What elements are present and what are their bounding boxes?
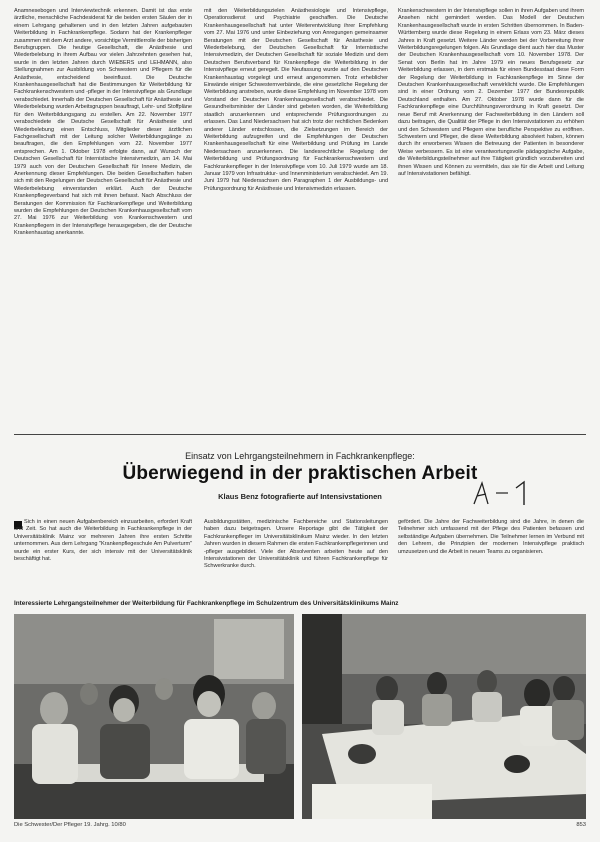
page-number: 853 xyxy=(576,822,586,828)
article-text: Anamnesebogen und Interviewtechnik erkennen. Damit ist das erste ärztliche, menschliche Fachdesiderat für die beiden ersten Säulen der in einem Lehrgang gehaltenen und in den letzten Jahren aufgebauten Weiterbildung in Fachkrankenpflege. Sodann hat der Krankenpfleger zusammen mit dem Arzt andere, vorsichtige Vermittlerrolle der bisherigen Berufsgruppen. Die heutige Gesellschaft, die Anästhesie und Wiederbelebung in ihrem Aufbau vor vielen Jahrzehnten gesehen hat, wurde in den letzten Jahren durch WIEBERS und LEHMANN, also Stellungnahmen zur Ausbildung von Schwestern und Pflegern für die Anästhesie, entscheidend beeinflusst. Die Deutsche Krankenhausgesellschaft hat die Bestimmungen für Weiterbildung für Fachkrankenschwestern und -pfleger in der Intensivpflege als Grundlage verabschiedet. Innerhalb der Deutschen Gesellschaft für Anästhesie und Wiederbelebung wurden Arbeitsgruppen beauftragt, Lehr- und Stoffpläne für den Weiterbildungsgang zu erstellen. Am 22. November 1977 verabschiedete die Deutsche Gesellschaft für Anästhesie und Wiederbelebung einen Entschluss, Mitglieder dieser ärztlichen Fachgesellschaft mit der Leitung solcher Weiterbildungsgänge zu beauftragen, die den Empfehlungen vom 22. November 1977 entsprechen. Am 1. Oktober 1978 erfolgte dann, auf Wunsch der Deutschen Gesellschaft für Internistische Intensivmedizin, am 14. Mai 1979 auch von der Deutschen Gesellschaft für Innere Medizin, die Anerkennung dieser Empfehlungen. Die beiden Gesellschaften haben sich mit den Regelungen der Deutschen Gesellschaft für Anästhesie und Wiederbelebung einverstanden erklärt. Auch der Deutsche Krankenpflegeverband hat sich mit ihnen befasst. Nach Abschluss der Beratungen der Kommission für Fachkrankenpflege und Weiterbildung wurden die Empfehlungen der Deutschen Krankenhausgesellschaft vom 27. Mai 1976 zur Weiterbildung von Krankenschwestern und Krankenpflegern in der Intensivpflege herausgegeben, die der Deutsche Krankenhaustag anerkannte. xyxy=(14,8,192,237)
article-column-2 xyxy=(204,8,388,426)
article-column-3 xyxy=(398,8,584,426)
article-column-bottom-1 xyxy=(14,519,192,581)
article-column-bottom-3 xyxy=(398,519,584,581)
classroom-photo-right xyxy=(302,614,586,819)
article-text: gefördert. Die Jahre der Fachweiterbildung sind die Jahre, in denen die Teilnehmer sich umfassend mit der Pflege des Patienten befassen und selbständige Aufgaben übernehmen. Die Teilnehmer lernen im Verbund mit den Lehrern, die Prinzipien der modernen Intensivpflege praktisch umzusetzen und die Arbeit in neuen Teams zu organisieren. xyxy=(398,519,584,555)
article-text: Sich in einen neuen Aufgabenbereich einzuarbeiten, erfordert Kraft und Zeit. So hat auch die Weiterbildung in Fachkrankenpflege in der Universitätsklinik Mainz vor mehreren Jahren ihre ersten Schritte unternommen. Aus dem Lehrgang "Krankenpflegeschule Am Pulverturm" wurde ein erster Kurs, der sich intensiv mit der Universitätsklinik beschäftigt hat. xyxy=(14,519,192,563)
handwritten-annotation xyxy=(468,478,538,508)
article-column-1 xyxy=(14,8,192,426)
footer-publication: Die Schwester/Der Pfleger 19. Jahrg. 10/80 xyxy=(14,822,126,828)
classroom-photo-left xyxy=(14,614,294,819)
photo-caption: Interessierte Lehrgangsteilnehmer der Weiterbildung für Fachkrankenpflege im Schulzentrum des Universitätsklinikums Mainz xyxy=(14,600,399,607)
page-title: Überwiegend in der praktischen Arbeit xyxy=(122,463,478,484)
article-text: Ausbildungsstätten, medizinische Fachbereiche und Stationsleitungen haben dazu beigetragen. Unsere Reportage gibt die Tätigkeit der Fachkrankenpfleger im Universitätsklinikum Mainz wieder. In den letzten Jahren wurden in diesem Rahmen die ersten Fachkrankenpflegerinnen und -pfleger ausgebildet. Viele der Absolventen arbeiten heute auf den Intensivstationen der Universitätsklinik und führen Fachkrankenpflege für Schwerkranke durch. xyxy=(204,519,388,570)
article-text: mit den Weiterbildungszielen Anästhesiologie und Intensivpflege, Operationsdienst und Psychiatrie geschaffen. Die Deutsche Krankenhausgesellschaft hat unter Weiterentwicklung ihrer Empfehlung vom 27. Mai 1976 und unter Einbeziehung von Anregungen gemeinsamer Beratungen mit der Deutschen Gesellschaft für Anästhesie und Wiederbelebung, der Deutschen Gesellschaft für Internistische Intensivmedizin, der Deutschen Gesellschaft für soziale Medizin und dem Deutschen Berufsverband für Krankenpflege die Weiterbildung in der Intensivpflege erneut geregelt. Die Neufassung wurde auf den Deutschen Krankenhaustag vorgelegt und erneut angenommen. Trotz erheblicher Einwände einiger Schwesternverbände, die eine gesetzliche Regelung der Weiterbildung anstreben, wurde diese Empfehlung im November 1978 vom Vorstand der Deutschen Krankenhausgesellschaft verabschiedet. Die Gesundheitsminister der Länder sind gebeten worden, die Weiterbildung staatlich anzuerkennen und entsprechende Prüfungsordnungen zu erlassen. Das Land Niedersachsen hat sich trotz der rechtlichen Bedenken anderer Länder entschlossen, die Zielsetzungen im Bereich der Weiterbildung aufzugreifen und die Empfehlungen der Deutschen Krankenhausgesellschaft für eine Weiterbildung und Prüfung im Lande Niedersachsen anzuerkennen. Die landesrechtliche Regelung der Weiterbildung und Prüfungsordnung für Fachkrankenschwestern und Fachkrankenpfleger in der Intensivpflege vom 10. Juli 1979 wurde am 18. Januar 1979 von Infrastruktur- und Innenministerium verabschiedet. Am 19. Juni 1979 hat Niedersachsen den Paragraphen 1 der Ausbildungs- und Prüfungsordnung für Anästhesie und Intensivmedizin erlassen. xyxy=(204,8,388,192)
article-column-bottom-2 xyxy=(204,519,388,581)
article-text: Krankenschwestern in der Intensivpflege sollen in ihren Aufgaben und ihrem Ansehen nicht gemindert werden. Das Modell der Deutschen Krankenhausgesellschaft wurde in ersten Schritten übernommen. In Baden-Württemberg wurde diese Regelung in einem Erlass vom 23. März dieses Jahres in Kraft gesetzt. Weitere Länder werden bei der Vorbereitung ihrer Weiterbildungsregelungen folgen. Als Grundlage dient auch hier das Muster der Deutschen Krankenhausgesellschaft vom 10. November 1978. Der Senat von Berlin hat im Jahre 1979 ein neues Berufsgesetz zur Weiterbildung erlassen, in dem erstmals für einen Bundesstaat diese Form der Regelung der Weiterbildung in Fachkrankenpflege im Sinne der Deutschen Krankenhausgesellschaft verwirklicht wurde. Die Empfehlungen sind in einer Ordnung vom 2. Dezember 1977 der Bundesrepublik Deutschland enthalten. Am 27. Oktober 1978 wurde dann für die Fachkrankenpflege eine Durchführungsverordnung in Kraft gesetzt. Der neue Beruf mit Anerkennung der Fachweiterbildung in den Ländern soll dazu beitragen, die Qualität der Pflege in den Intensivstationen zu erhöhen und den Schwestern und Pflegern eine berufliche Perspektive zu eröffnen. Schwestern und Pfleger, die diese Weiterbildung absolviert haben, können durch ihr erworbenes Wissen die Betreuung der Patienten in besonderer Weise verbessern. Es ist eine verantwortungsvolle pädagogische Aufgabe, die Weiterbildungsteilnehmer auf ihre Tätigkeit gründlich vorzubereiten und ihnen Wissen und Können zu vermitteln, das sie für die Arbeit und Leitung auf Intensivstationen befähigt. xyxy=(398,8,584,177)
byline: Klaus Benz fotografierte auf Intensivstationen xyxy=(218,492,382,501)
kicker: Einsatz von Lehrgangsteilnehmern in Fachkrankenpflege: xyxy=(185,451,415,461)
section-divider xyxy=(14,434,586,435)
